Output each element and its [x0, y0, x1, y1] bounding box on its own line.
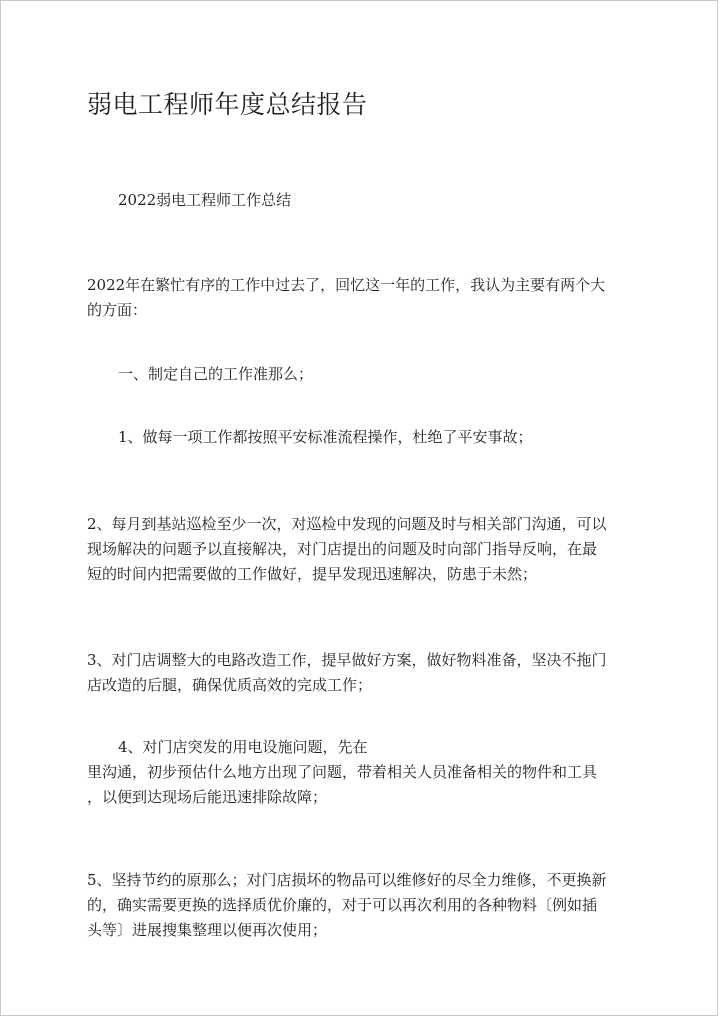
section-1-heading	[87, 362, 637, 387]
document-title: 弱电工程师年度总结报告	[87, 90, 368, 119]
item-1-line: 1、做每一项工作都按照平安标准流程操作，杜绝了平安事故；	[118, 428, 533, 446]
item-2-line-1: 2、每月到基站巡检至少一次，对巡检中发现的问题及时与相关部门沟通，可以	[87, 515, 607, 533]
item-5-paragraph	[87, 868, 637, 943]
item-3-line-1: 3、对门店调整大的电路改造工作，提早做好方案，做好物料准备，坚决不拖门	[87, 651, 607, 669]
item-2-line-3: 短的时间内把需要做的工作做好，提早发现迅速解决，防患于未然；	[87, 565, 538, 583]
item-2-paragraph	[87, 512, 637, 587]
intro-paragraph	[87, 273, 637, 323]
section-1-line: 一、制定自己的工作准那么；	[118, 365, 314, 383]
item-5-line-2: 的，确实需要更换的选择质优价廉的，对于可以再次利用的各种物料〔例如插	[87, 896, 598, 914]
document-subtitle: 2022弱电工程师工作总结	[118, 191, 292, 209]
item-3-paragraph	[87, 648, 637, 698]
item-4-paragraph	[87, 735, 637, 810]
intro-line-1: 2022年在繁忙有序的工作中过去了，回忆这一年的工作，我认为主要有两个大	[87, 276, 606, 294]
item-5-line-3: 头等〕进展搜集整理以便再次使用；	[87, 921, 328, 939]
item-5-line-1: 5、坚持节约的原那么；对门店损坏的物品可以维修好的尽全力维修，不更换新	[87, 871, 607, 889]
item-3-line-2: 店改造的后腿，确保优质高效的完成工作；	[87, 676, 373, 694]
item-4-line-3: ，以便到达现场后能迅速排除故障；	[87, 788, 328, 806]
intro-line-2: 的方面：	[87, 301, 148, 319]
item-4-line-1: 4、对门店突发的用电设施问题，先在	[118, 738, 368, 756]
item-4-line-2: 里沟通，初步预估什么地方出现了问题，带着相关人员准备相关的物件和工具	[87, 763, 598, 781]
item-2-line-2: 现场解决的问题予以直接解决，对门店提出的问题及时向部门指导反响，在最	[87, 540, 598, 558]
item-1-paragraph	[87, 425, 637, 450]
